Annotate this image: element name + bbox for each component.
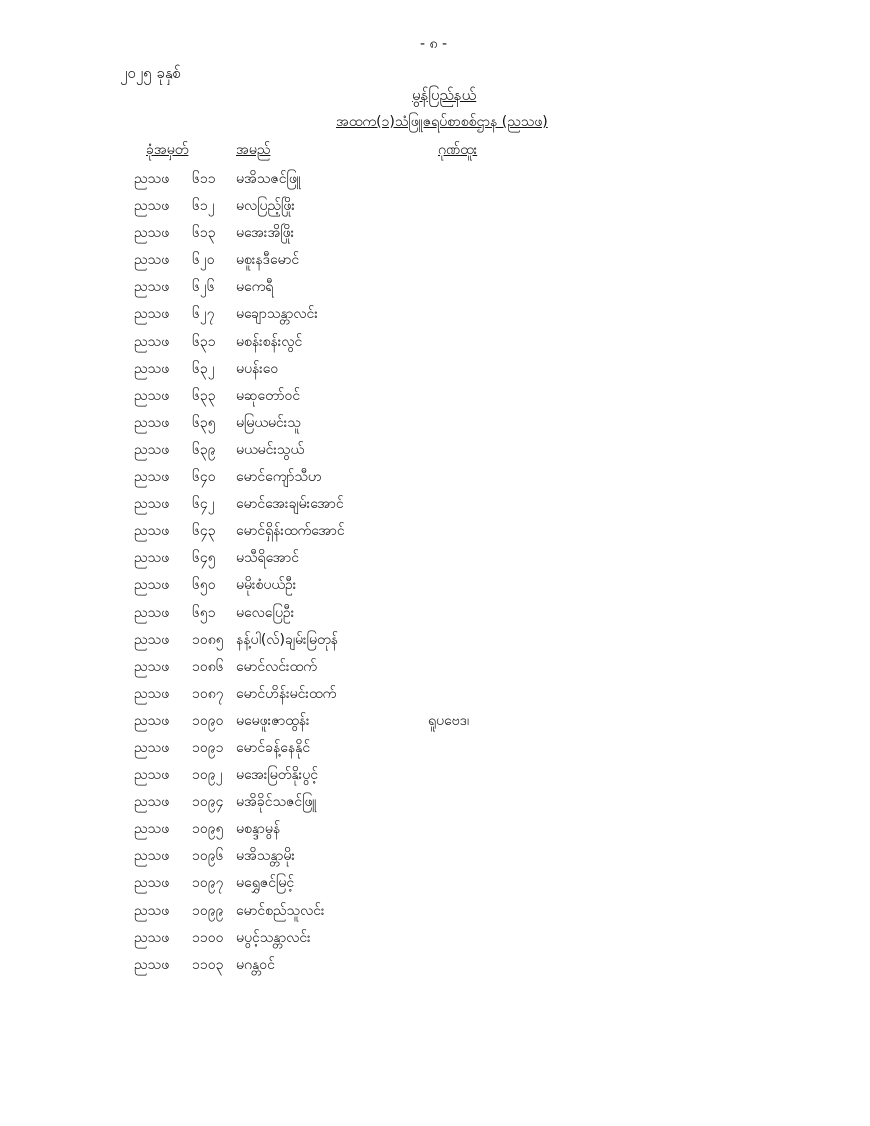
- roll-prefix: ညသဖ: [134, 441, 170, 458]
- column-header-roll-number: ခုံအမှတ်: [146, 142, 189, 158]
- roll-prefix: ညသဖ: [134, 523, 170, 540]
- roll-number: ၁၁၀၀: [192, 929, 224, 946]
- roll-number: ၁၀၉၂: [192, 767, 223, 784]
- roll-number: ၆၄၀: [192, 469, 216, 486]
- table-row: [0, 490, 870, 517]
- roll-number: ၆၄၂: [192, 496, 215, 513]
- roll-prefix: ညသဖ: [134, 767, 170, 784]
- roll-prefix: ညသဖ: [134, 360, 170, 377]
- student-name: မအိသဇင်ဖြူ: [236, 171, 301, 187]
- table-row: [0, 707, 870, 734]
- table-row: [0, 246, 870, 273]
- table-row: [0, 653, 870, 680]
- roll-number: ၆၄၃: [192, 523, 216, 540]
- table-row: [0, 897, 870, 924]
- roll-prefix: ညသဖ: [134, 171, 170, 187]
- roll-number: ၆၅၁: [192, 604, 216, 621]
- roll-number: ၆၂၆: [192, 279, 215, 296]
- exam-center-title: အထက(၁)သံဖြူဇရပ်စာစစ်ဌာန (ညသဖ): [336, 114, 548, 130]
- roll-prefix: ညသဖ: [134, 902, 170, 919]
- table-row: [0, 544, 870, 571]
- region-title: မွန်ပြည်နယ်: [412, 86, 477, 104]
- roll-prefix: ညသဖ: [134, 604, 170, 621]
- roll-number: ၆၅၀: [192, 577, 216, 594]
- roll-prefix: ညသဖ: [134, 333, 170, 350]
- roll-prefix: ညသဖ: [134, 821, 170, 838]
- table-row: [0, 300, 870, 327]
- student-name: မစန်းစန်းလွင်: [236, 333, 303, 350]
- table-row: [0, 680, 870, 707]
- roll-prefix: ညသဖ: [134, 739, 170, 756]
- roll-number: ၁၀၉၁: [192, 739, 224, 756]
- student-name: မသီရိအောင်: [236, 550, 299, 567]
- table-row: [0, 788, 870, 815]
- roll-number: ၁၀၉၇: [192, 875, 224, 892]
- table-row: [0, 328, 870, 355]
- table-row: [0, 626, 870, 653]
- table-row: [0, 869, 870, 896]
- student-name: မလပြည့်ဖြိုး: [236, 198, 295, 215]
- roll-number: ၆၁၃: [192, 225, 216, 242]
- roll-number: ၁၀၉၀: [192, 712, 224, 729]
- roll-prefix: ညသဖ: [134, 712, 170, 729]
- roll-prefix: ညသဖ: [134, 225, 170, 242]
- column-header-distinction: ဂုဏ်ထူး: [438, 142, 478, 158]
- table-row: [0, 599, 870, 626]
- roll-number: ၆၃၁: [192, 333, 216, 350]
- student-name: မောင်လင်းထက်: [236, 658, 317, 675]
- student-name: မချောသန္တာလင်း: [236, 306, 318, 323]
- student-name: မယမင်းသွယ်: [236, 441, 305, 458]
- student-name: မပန်းဝေ: [236, 360, 279, 377]
- table-row: [0, 951, 870, 978]
- page-number: - ၈ -: [420, 36, 448, 52]
- student-name: မမြယမင်းသူ: [236, 414, 301, 431]
- table-row: [0, 165, 870, 192]
- student-name: မောင်စည်သူလင်း: [236, 902, 325, 919]
- roll-number: ၆၃၅: [192, 414, 216, 431]
- table-row: [0, 517, 870, 544]
- distinction: ရူပဗေဒ၊: [428, 712, 470, 729]
- student-name: မောင်ဟိန်းမင်းထက်: [236, 685, 337, 702]
- roll-prefix: ညသဖ: [134, 469, 170, 486]
- table-row: [0, 219, 870, 246]
- roll-prefix: ညသဖ: [134, 875, 170, 892]
- student-name: မပွင့်သန္တာလင်း: [236, 929, 311, 946]
- roll-prefix: ညသဖ: [134, 631, 170, 648]
- roll-prefix: ညသဖ: [134, 550, 170, 567]
- roll-number: ၁၀၈၆: [192, 658, 224, 675]
- roll-number: ၆၂၀: [192, 252, 215, 269]
- roll-prefix: ညသဖ: [134, 794, 170, 811]
- table-row: [0, 924, 870, 951]
- roll-prefix: ညသဖ: [134, 685, 170, 702]
- student-name: မမိုးစံပယ်ဦး: [236, 577, 297, 594]
- table-row: [0, 842, 870, 869]
- roll-number: ၁၀၉၆: [192, 848, 224, 865]
- table-row: [0, 436, 870, 463]
- roll-number: ၁၁၀၃: [192, 956, 224, 973]
- roll-prefix: ညသဖ: [134, 414, 170, 431]
- student-name: မစူးနဒီမောင်: [236, 252, 300, 269]
- student-name: မအိခိုင်သဇင်ဖြူ: [236, 794, 317, 811]
- table-row: [0, 571, 870, 598]
- student-name: မရွှေဇင်မြင့်: [236, 875, 295, 892]
- student-name: မဂန္တဝင်: [236, 956, 275, 973]
- roll-number: ၆၁၂: [192, 198, 215, 215]
- roll-prefix: ညသဖ: [134, 658, 170, 675]
- student-name: နန့်ပါ(လ်)ချမ်းမြတုန်: [236, 631, 338, 648]
- table-row: [0, 463, 870, 490]
- student-name: မဆုတော်ဝင်: [236, 387, 301, 404]
- table-row: [0, 192, 870, 219]
- roll-number: ၁၀၉၅: [192, 821, 224, 838]
- roll-prefix: ညသဖ: [134, 252, 170, 269]
- roll-number: ၆၂၇: [192, 306, 215, 323]
- table-row: [0, 761, 870, 788]
- student-name: မစန္ဒာမွန်: [236, 821, 281, 838]
- column-header-name: အမည်: [236, 142, 271, 158]
- student-name: မလေပြေဦး: [236, 604, 295, 621]
- student-name: မကေရီ: [236, 279, 274, 296]
- exam-year: ၂၀၂၅ ခုနှစ်: [120, 64, 182, 82]
- student-name: မောင်ကျော်သီဟ: [236, 469, 322, 486]
- roll-number: ၁၀၈၇: [192, 685, 224, 702]
- roll-number: ၁၀၉၄: [192, 794, 224, 811]
- table-row: [0, 815, 870, 842]
- roll-prefix: ညသဖ: [134, 279, 170, 296]
- table-row: [0, 355, 870, 382]
- student-name: မအိသန္တာမိုး: [236, 848, 295, 865]
- student-name: မမေဖူးဇာထွန်း: [236, 712, 310, 729]
- roll-prefix: ညသဖ: [134, 848, 170, 865]
- roll-number: ၁၀၉၉: [192, 902, 224, 919]
- roll-number: ၆၁၁: [192, 171, 216, 187]
- roll-number: ၆၃၂: [192, 360, 215, 377]
- roll-number: ၆၄၅: [192, 550, 216, 567]
- student-name: မအေးအိဖြိုး: [236, 225, 295, 242]
- table-row: [0, 734, 870, 761]
- roll-prefix: ညသဖ: [134, 496, 170, 513]
- results-list: [0, 165, 870, 978]
- roll-prefix: ညသဖ: [134, 198, 170, 215]
- student-name: မောင်ခန့်နေနိုင်: [236, 739, 311, 756]
- roll-prefix: ညသဖ: [134, 306, 170, 323]
- student-name: မအေးမြတ်နိုးပွင့်: [236, 767, 318, 784]
- roll-number: ၆၃၉: [192, 441, 216, 458]
- roll-prefix: ညသဖ: [134, 577, 170, 594]
- roll-number: ၁၀၈၅: [192, 631, 224, 648]
- roll-prefix: ညသဖ: [134, 956, 170, 973]
- table-row: [0, 409, 870, 436]
- roll-prefix: ညသဖ: [134, 387, 170, 404]
- roll-prefix: ညသဖ: [134, 929, 170, 946]
- table-row: [0, 382, 870, 409]
- table-row: [0, 273, 870, 300]
- student-name: မောင်ရှိန်းထက်အောင်: [236, 523, 345, 540]
- student-name: မောင်အေးချမ်းအောင်: [236, 496, 344, 513]
- roll-number: ၆၃၃: [192, 387, 216, 404]
